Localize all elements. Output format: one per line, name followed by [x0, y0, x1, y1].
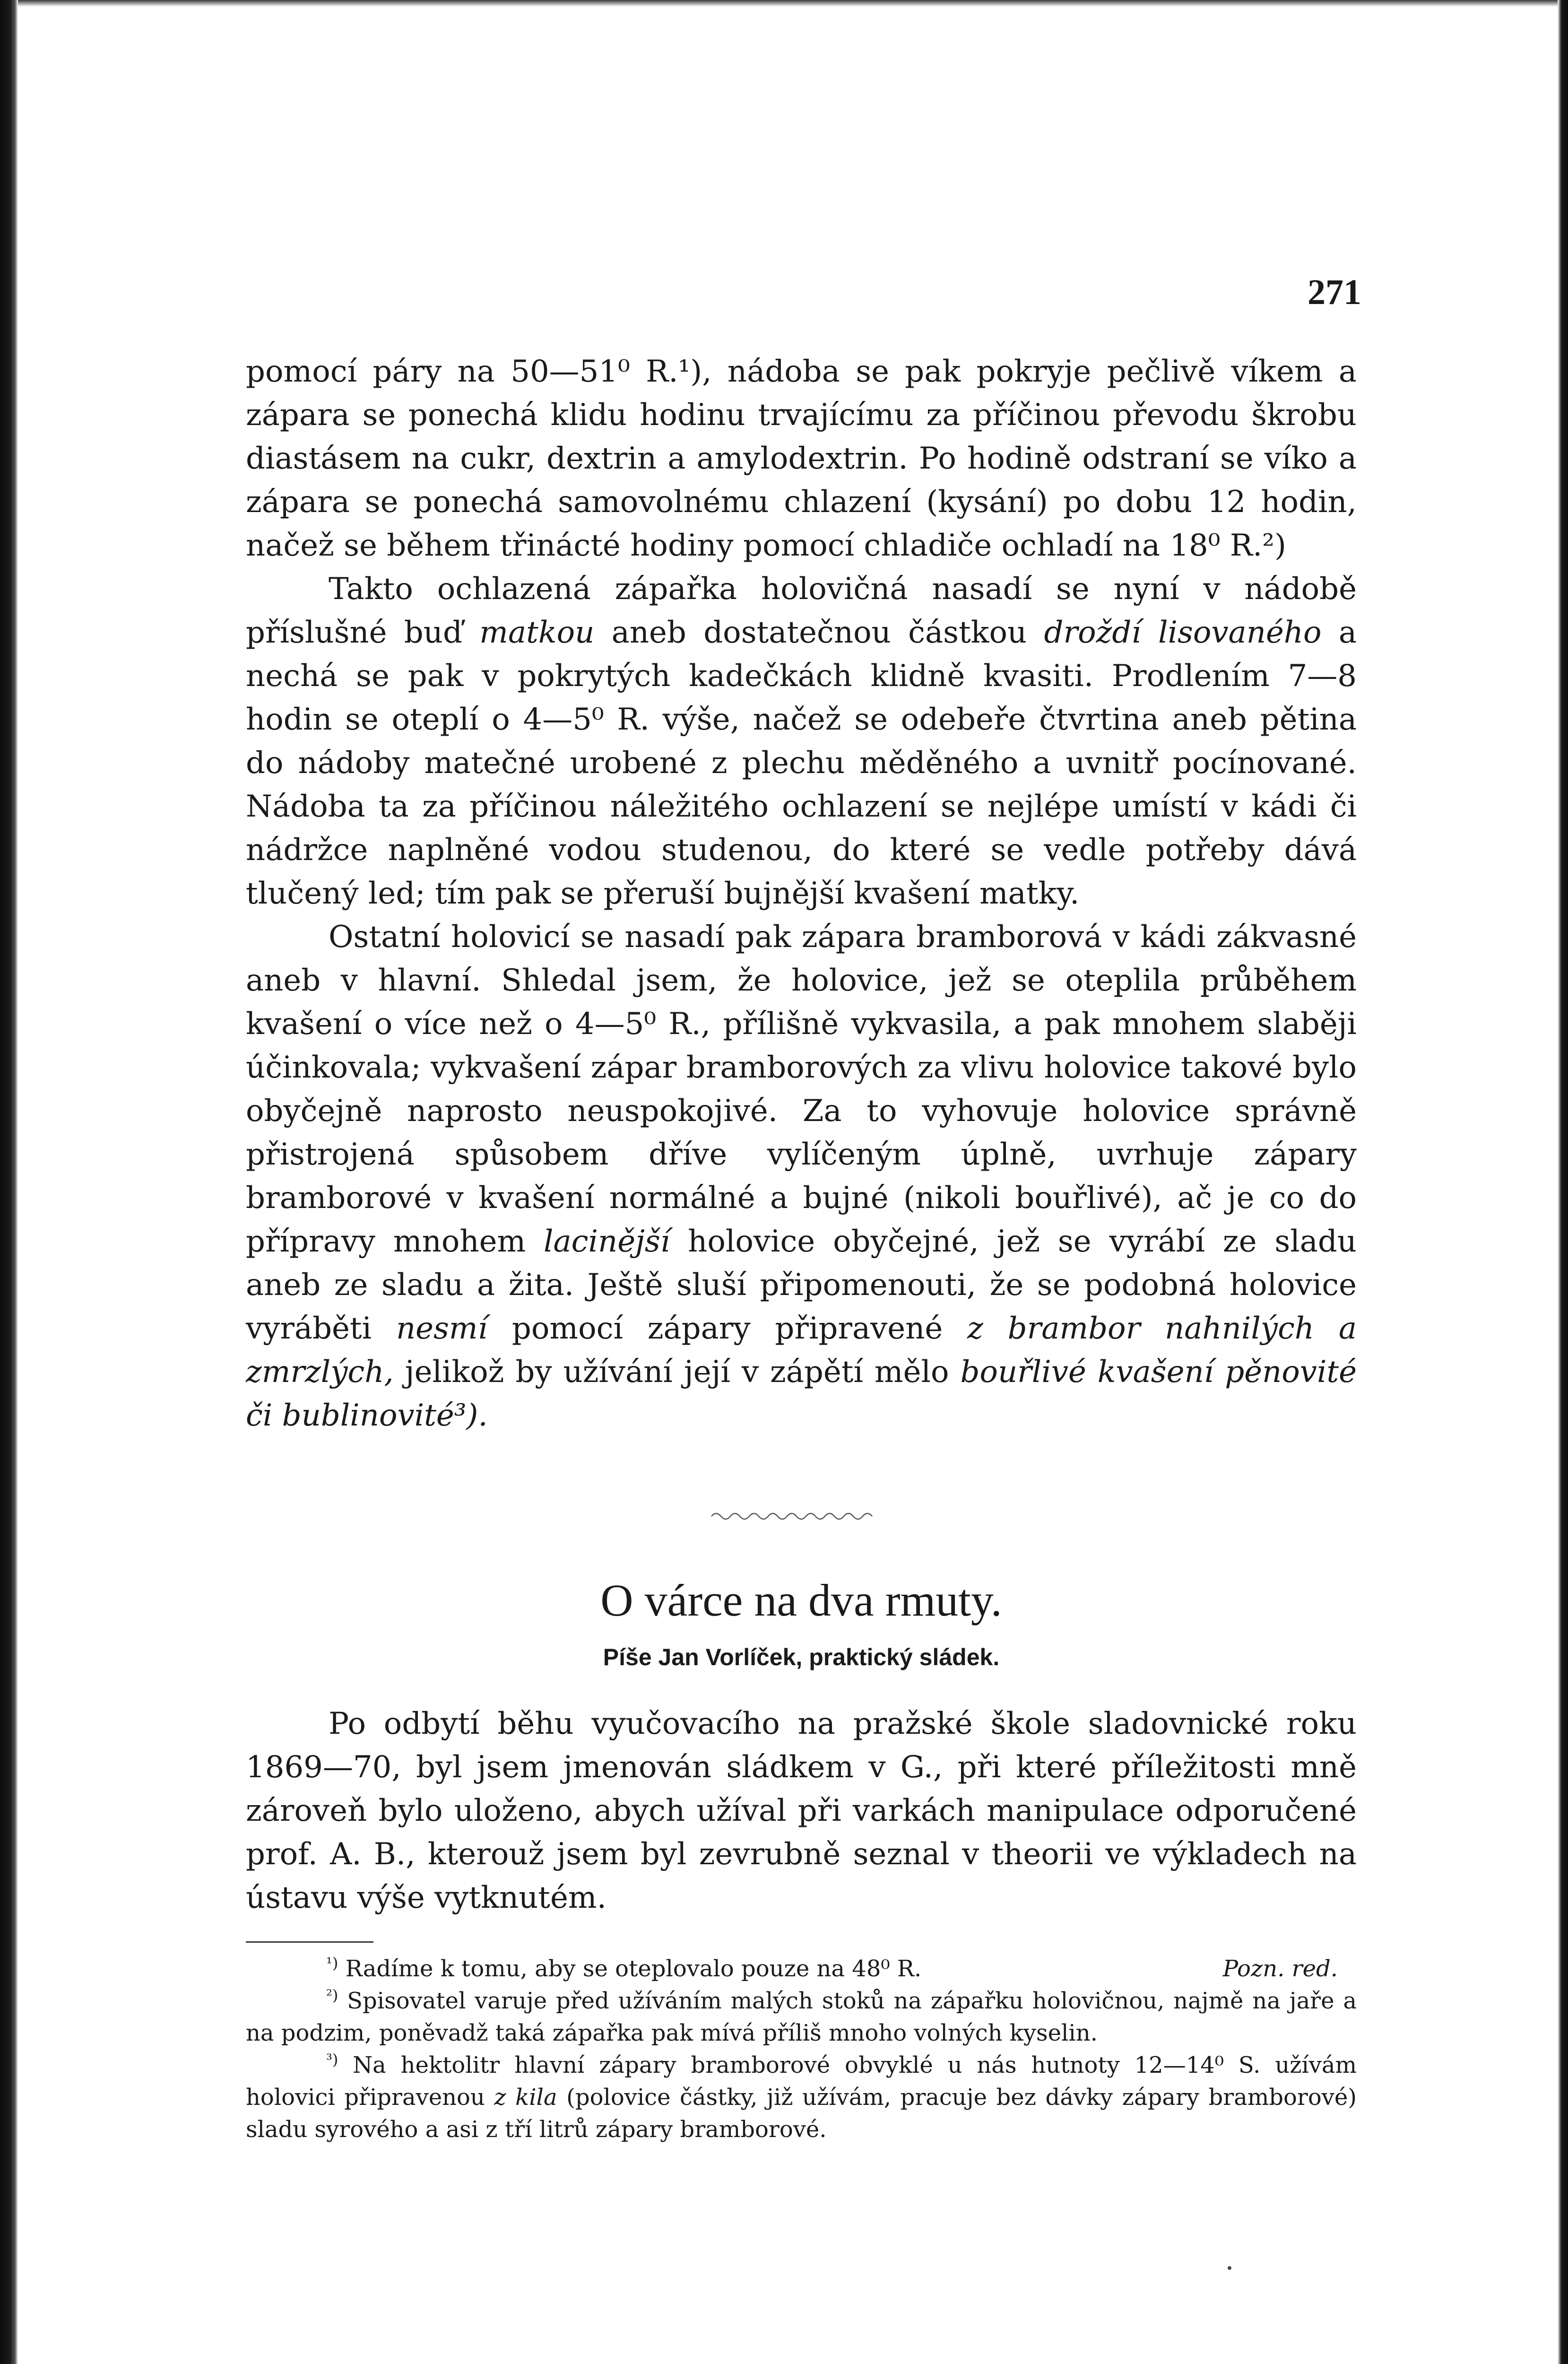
emphasis-nesmi: nesmí	[396, 1311, 488, 1346]
scan-edge-right	[1558, 0, 1568, 2364]
body-text	[246, 350, 1357, 1437]
scan-speck	[1228, 2266, 1231, 2270]
article-byline: Píše Jan Vorlíček, praktický sládek.	[603, 1644, 1000, 1670]
emphasis-matkou: matkou	[479, 615, 595, 650]
emphasis-kvaseni: bouřlivé kvašení pěnovité či bublinovité³).	[246, 1355, 1357, 1433]
emphasis-lacinejsi: lacinější	[544, 1224, 670, 1259]
footnote-1: $^{^1)}$ Radíme k tomu, aby se oteplovalo pouze na 48⁰ R. Pozn. red.	[246, 1953, 1357, 1985]
paragraph-3: Ostatní holovicí se nasadí pak zápara bramborová v kádi zákvasné aneb v hlavní. Shledal jsem, že holovice, jež se oteplila průběhem kvašení o více než o 4—5⁰ R., přílišně vykvasila, a pak mnohem slaběji účinkovala; vykvašení zápar bramborových za vlivu holovice takové bylo obyčejně naprosto neuspokojivé. Za to vyhovuje holovice správně přistrojená spůsobem dříve vylíčeným úplně, uvrhuje zápary bramborové v kvašení normálné a bujné (nikoli bouřlivé), ač je co do přípravy mnohem lacinější holovice obyčejné, jež se vyrábí ze sladu aneb ze sladu a žita. Ještě sluší připomenouti, že se podobná holovice vyráběti nesmí pomocí zápary připravené z brambor nahnilých a zmrzlých, jelikož by užívání její v zápětí mělo bouřlivé kvašení pěnovité či bublinovité³).	[246, 920, 1357, 1433]
footnotes	[246, 1953, 1357, 2146]
scan-edge-top	[18, 0, 1558, 7]
scan-edge-left	[0, 0, 18, 2364]
footnote-3-mark: ³)	[326, 2051, 338, 2068]
emphasis-brambor: z brambor nahnilých a zmrzlých,	[246, 1311, 1357, 1390]
page-number: 271	[1308, 272, 1361, 312]
footnote-3: $^{^3)}$ Na hektolitr hlavní zápary bramborové obvyklé u nás hutnoty 12—14⁰ S. užívám holovici připravenou z kila (polovice částky, již užívám, pracuje bez dávky zápary bramborové) sladu syrového a asi z tří litrů zápary bramborové.	[246, 2051, 1357, 2143]
paragraph-2: Takto ochlazená zápařka holovičná nasadí se nyní v nádobě příslušné buď matkou aneb dostatečnou částkou droždí lisovaného a nechá se pak v pokrytých kadečkách klidně kvasiti. Prodlením 7—8 hodin se oteplí o 4—5⁰ R. výše, načež se odebeře čtvrtina aneb pětina do nádoby matečné urobené z plechu měděného a uvnitř pocínované. Nádoba ta za příčinou náležitého ochlazení se nejlépe umístí v kádi či nádržce naplněné vodou studenou, do které se vedle potřeby dává tlučený led; tím pak se přeruší bujnější kvašení matky.	[246, 572, 1357, 911]
footnote-2-mark: ²)	[326, 1986, 338, 2004]
footnote-2: $^{^2)}$ Spisovatel varuje před užíváním malých stoků na zápařku holovičnou, najmě na jaře a na podzim, poněvadž taká zápařka pak mívá příliš mnoho volných kyselin.	[246, 1986, 1357, 2046]
paragraph-1: pomocí páry na 50—51⁰ R.¹), nádoba se pak pokryje pečlivě víkem a zápara se ponechá klidu hodinu trvajícímu za příčinou převodu škrobu diastásem na cukr, dextrin a amylodextrin. Po hodině odstraní se víko a zápara se ponechá samovolnému chlazení (kysání) po dobu 12 hodin, načež se během třinácté hodiny pomocí chladiče ochladí na 18⁰ R.²)	[246, 354, 1357, 563]
footnote-rule	[246, 1941, 373, 1943]
section-divider-ornament	[709, 1506, 879, 1525]
article-paragraph-1: Po odbytí běhu vyučovacího na pražské škole sladovnické roku 1869—70, byl jsem jmenován sládkem v G., při které příležitosti mně zároveň bylo uloženo, abych užíval při varkách manipulace odporučené prof. A. B., kterouž jsem byl zevrubně seznal v theorii ve výkladech na ústavu výše vytknutém.	[246, 1706, 1357, 1915]
emphasis-drozdi: droždí lisovaného	[1044, 615, 1322, 650]
footnote-1-mark: ¹)	[326, 1954, 338, 1972]
footnote-1-credit: Pozn. red.	[1222, 1956, 1338, 1982]
article-text	[246, 1702, 1357, 1920]
article-title: O várce na dva rmuty.	[600, 1575, 1002, 1625]
emphasis-z-kila: z kila	[494, 2084, 557, 2111]
